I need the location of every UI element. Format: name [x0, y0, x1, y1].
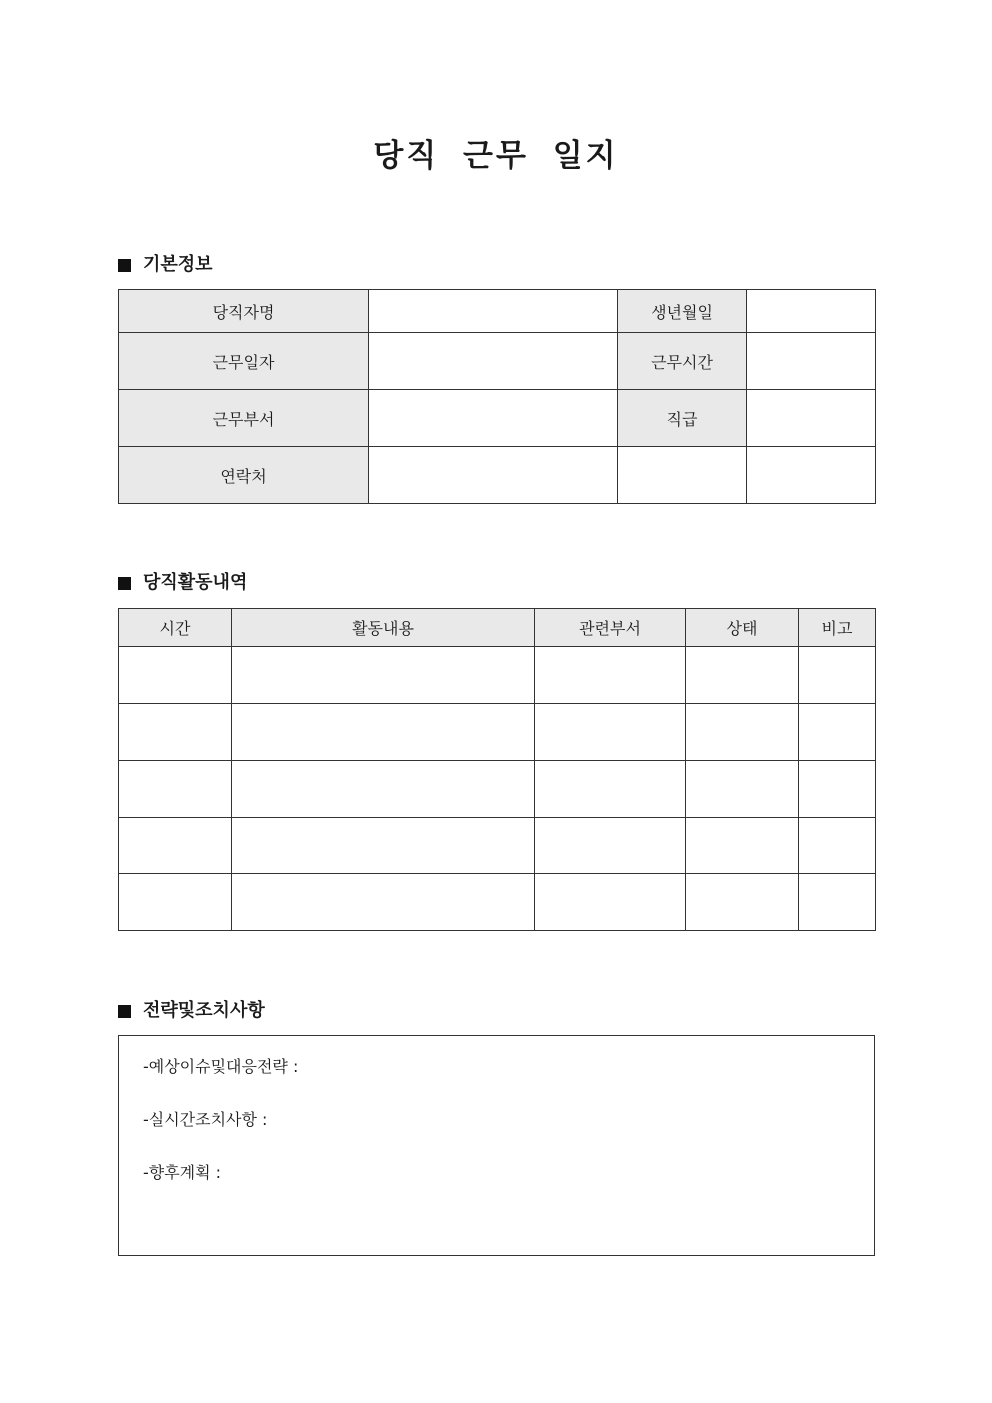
input-cell-name[interactable]	[369, 290, 618, 333]
table-row	[119, 647, 876, 704]
section-title: 전략및조치사항	[143, 1000, 265, 1021]
cell-time[interactable]	[119, 761, 232, 818]
column-header: 비고	[799, 609, 876, 647]
table-row	[119, 390, 876, 447]
strategy-item-realtime: -실시간조치사항 :	[143, 1110, 268, 1129]
label-cell: 생년월일	[618, 290, 747, 333]
cell-note[interactable]	[799, 647, 876, 704]
input-cell-work-time[interactable]	[747, 333, 876, 390]
cell-note[interactable]	[799, 761, 876, 818]
table-row	[119, 761, 876, 818]
cell-activity[interactable]	[232, 761, 535, 818]
input-cell-department[interactable]	[369, 390, 618, 447]
section-heading-basic-info	[118, 252, 213, 278]
strategy-item-future: -향후계획 :	[143, 1163, 222, 1182]
column-header: 시간	[119, 609, 232, 647]
cell-time[interactable]	[119, 704, 232, 761]
label-cell: 근무시간	[618, 333, 747, 390]
cell-status[interactable]	[686, 761, 799, 818]
cell-department[interactable]	[535, 704, 686, 761]
table-row	[119, 874, 876, 931]
cell-department[interactable]	[535, 761, 686, 818]
activity-table	[118, 608, 876, 931]
label-cell: 근무일자	[119, 333, 369, 390]
input-cell-contact[interactable]	[369, 447, 618, 504]
empty-cell[interactable]	[747, 447, 876, 504]
label-cell: 당직자명	[119, 290, 369, 333]
cell-activity[interactable]	[232, 704, 535, 761]
cell-time[interactable]	[119, 818, 232, 874]
cell-note[interactable]	[799, 704, 876, 761]
cell-status[interactable]	[686, 647, 799, 704]
strategy-item-issues: -예상이슈및대응전략 :	[143, 1057, 299, 1076]
section-heading-activity	[118, 570, 247, 596]
cell-department[interactable]	[535, 818, 686, 874]
page-title: 당직 근무 일지	[373, 138, 619, 174]
square-bullet-icon	[118, 1005, 131, 1018]
table-row	[119, 290, 876, 333]
square-bullet-icon	[118, 259, 131, 272]
section-title: 당직활동내역	[143, 572, 248, 593]
label-cell: 직급	[618, 390, 747, 447]
column-header: 관련부서	[535, 609, 686, 647]
cell-time[interactable]	[119, 647, 232, 704]
input-cell-birthdate[interactable]	[747, 290, 876, 333]
cell-department[interactable]	[535, 647, 686, 704]
table-row	[119, 818, 876, 874]
cell-activity[interactable]	[232, 818, 535, 874]
section-heading-strategy	[118, 998, 265, 1024]
input-cell-position[interactable]	[747, 390, 876, 447]
basic-info-table	[118, 289, 876, 504]
column-header: 상태	[686, 609, 799, 647]
table-row	[119, 333, 876, 390]
cell-department[interactable]	[535, 874, 686, 931]
table-row	[119, 704, 876, 761]
table-header-row	[119, 609, 876, 647]
cell-status[interactable]	[686, 704, 799, 761]
table-row	[119, 447, 876, 504]
cell-time[interactable]	[119, 874, 232, 931]
cell-activity[interactable]	[232, 874, 535, 931]
label-cell: 연락처	[119, 447, 369, 504]
column-header: 활동내용	[232, 609, 535, 647]
square-bullet-icon	[118, 577, 131, 590]
empty-cell[interactable]	[618, 447, 747, 504]
strategy-box[interactable]	[118, 1035, 875, 1256]
cell-note[interactable]	[799, 874, 876, 931]
label-cell: 근무부서	[119, 390, 369, 447]
cell-note[interactable]	[799, 818, 876, 874]
cell-status[interactable]	[686, 818, 799, 874]
section-title: 기본정보	[143, 254, 213, 275]
input-cell-work-date[interactable]	[369, 333, 618, 390]
cell-activity[interactable]	[232, 647, 535, 704]
cell-status[interactable]	[686, 874, 799, 931]
